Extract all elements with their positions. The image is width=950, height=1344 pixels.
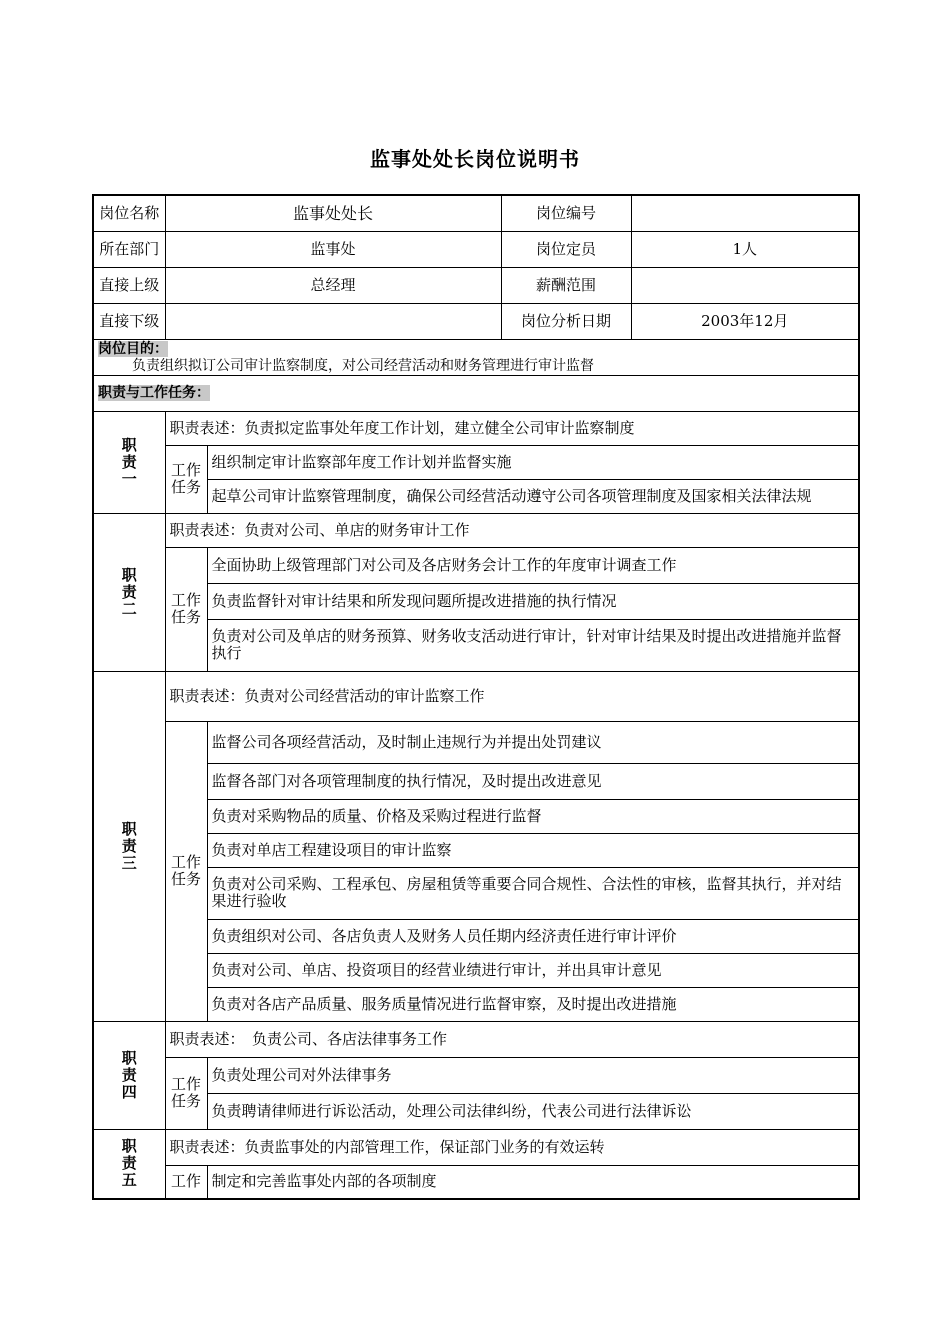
task-label-line-1: 工作 [170, 591, 201, 609]
task-row [93, 619, 859, 671]
duty-2-description: 职责表述：负责对公司、单店的财务审计工作 [165, 513, 859, 547]
task-text: 监督公司各项经营活动，及时制止违规行为并提出处罚建议 [207, 721, 859, 763]
task-label [165, 445, 207, 513]
task-label-line-2: 任务 [170, 478, 201, 496]
task-text: 负责对各店产品质量、服务质量情况进行监督审察，及时提出改进措施 [207, 987, 859, 1021]
task-row [93, 763, 859, 799]
task-label [165, 547, 207, 671]
value-staff: 1人 [631, 231, 859, 267]
task-text: 负责对单店工程建设项目的审计监察 [207, 833, 859, 867]
label-salary: 薪酬范围 [501, 267, 631, 303]
value-salary [631, 267, 859, 303]
task-text: 负责处理公司对外法律事务 [207, 1057, 859, 1093]
label-date: 岗位分析日期 [501, 303, 631, 339]
task-text: 负责聘请律师进行诉讼活动，处理公司法律纠纷，代表公司进行法律诉讼 [207, 1093, 859, 1129]
task-row [93, 953, 859, 987]
task-text: 全面协助上级管理部门对公司及各店财务会计工作的年度审计调查工作 [207, 547, 859, 583]
task-row [93, 833, 859, 867]
purpose-text: 负责组织拟订公司审计监察制度，对公司经营活动和财务管理进行审计监督 [132, 357, 594, 374]
label-staff: 岗位定员 [501, 231, 631, 267]
task-row [93, 721, 859, 763]
task-label-line-2: 任务 [170, 870, 201, 888]
value-date: 2003年12月 [631, 303, 859, 339]
task-row [93, 547, 859, 583]
value-name: 监事处处长 [165, 195, 501, 231]
info-row-4 [93, 303, 859, 339]
duty-3-name: 职 责 三 [93, 671, 165, 1021]
task-label-line-1: 工作 [170, 1075, 201, 1093]
duty-3-description: 职责表述：负责对公司经营活动的审计监察工作 [165, 671, 859, 721]
task-label-line-1: 工作 [170, 853, 201, 871]
purpose-row [93, 339, 859, 375]
task-label-line-1: 工作 [170, 1172, 201, 1191]
task-row [93, 799, 859, 833]
task-text: 负责对公司采购、工程承包、房屋租赁等重要合同合规性、合法性的审核，监督其执行，并对结果进行验收 [207, 867, 859, 919]
label-subordinate: 直接下级 [93, 303, 165, 339]
task-text: 负责对公司、单店、投资项目的经营业绩进行审计，并出具审计意见 [207, 953, 859, 987]
duty-2-desc-row [93, 513, 859, 547]
task-label-line-2: 任务 [170, 608, 201, 626]
task-row [93, 1057, 859, 1093]
task-text: 负责对采购物品的质量、价格及采购过程进行监督 [207, 799, 859, 833]
task-row [93, 445, 859, 479]
task-text: 制定和完善监事处内部的各项制度 [207, 1165, 859, 1199]
duty-5-description: 职责表述：负责监事处的内部管理工作，保证部门业务的有效运转 [165, 1129, 859, 1165]
task-row [93, 867, 859, 919]
info-row-1 [93, 195, 859, 231]
task-text: 负责监督针对审计结果和所发现问题所提改进措施的执行情况 [207, 583, 859, 619]
info-row-3 [93, 267, 859, 303]
job-description-table [92, 194, 860, 1200]
label-name: 岗位名称 [93, 195, 165, 231]
task-row [93, 919, 859, 953]
value-code [631, 195, 859, 231]
task-text: 起草公司审计监察管理制度，确保公司经营活动遵守公司各项管理制度及国家相关法律法规 [207, 479, 859, 513]
duty-3-desc-row [93, 671, 859, 721]
task-text: 负责对公司及单店的财务预算、财务收支活动进行审计，针对审计结果及时提出改进措施并监督执行 [207, 619, 859, 671]
label-superior: 直接上级 [93, 267, 165, 303]
duty-4-description: 职责表述： 负责公司、各店法律事务工作 [165, 1021, 859, 1057]
duties-header-row [93, 375, 859, 411]
purpose-label: 岗位目的： [98, 340, 168, 357]
task-row [93, 1093, 859, 1129]
task-row [93, 583, 859, 619]
label-code: 岗位编号 [501, 195, 631, 231]
duty-1-name: 职 责 一 [93, 411, 165, 513]
task-text: 组织制定审计监察部年度工作计划并监督实施 [207, 445, 859, 479]
duty-4-desc-row [93, 1021, 859, 1057]
duty-5-name: 职 责 五 [93, 1129, 165, 1199]
value-subordinate [165, 303, 501, 339]
task-row [93, 479, 859, 513]
value-dept: 监事处 [165, 231, 501, 267]
task-label-line-2: 任务 [170, 1092, 201, 1110]
duty-2-name: 职 责 二 [93, 513, 165, 671]
value-superior: 总经理 [165, 267, 501, 303]
duty-1-desc-row [93, 411, 859, 445]
duty-5-desc-row [93, 1129, 859, 1165]
task-text: 负责组织对公司、各店负责人及财务人员任期内经济责任进行审计评价 [207, 919, 859, 953]
task-label [165, 721, 207, 1021]
task-label-line-1: 工作 [170, 461, 201, 479]
task-label [165, 1057, 207, 1129]
duty-4-name: 职 责 四 [93, 1021, 165, 1129]
task-label [165, 1165, 207, 1199]
task-row [93, 1165, 859, 1199]
duties-header: 职责与工作任务： [98, 385, 210, 401]
duty-1-description: 职责表述：负责拟定监事处年度工作计划，建立健全公司审计监察制度 [165, 411, 859, 445]
page-title: 监事处处长岗位说明书 [370, 147, 580, 171]
label-dept: 所在部门 [93, 231, 165, 267]
task-text: 监督各部门对各项管理制度的执行情况，及时提出改进意见 [207, 763, 859, 799]
task-row [93, 987, 859, 1021]
info-row-2 [93, 231, 859, 267]
